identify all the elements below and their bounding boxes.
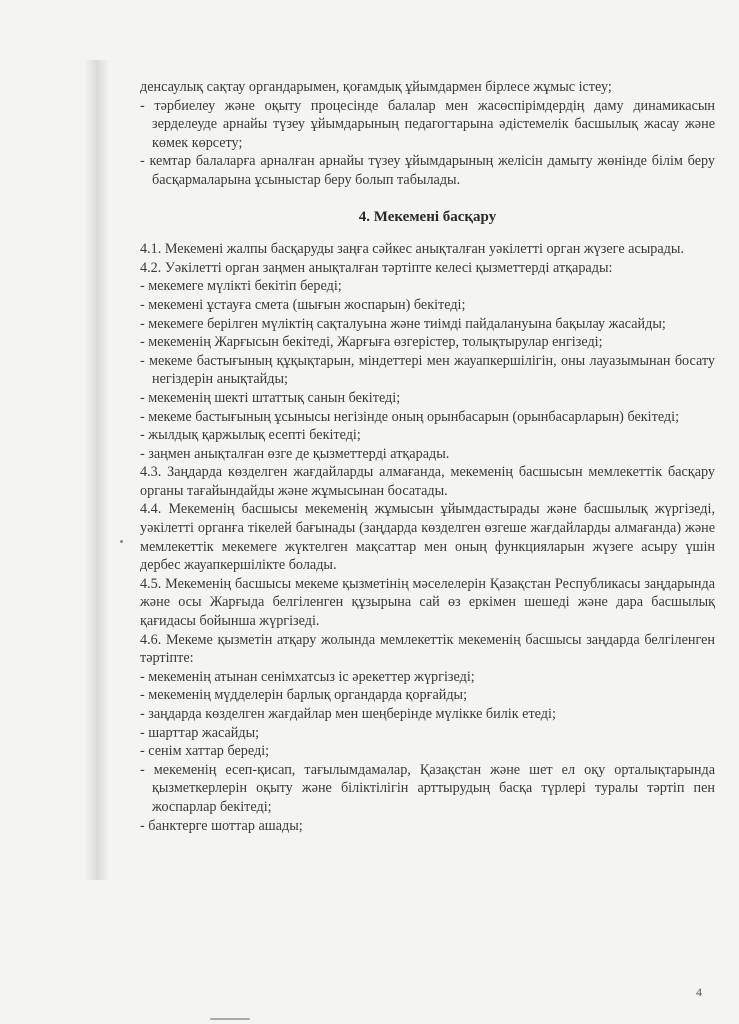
- intro-item-3: - кемтар балаларға арналған арнайы түзеу ұйымдарының желісін дамыту жөнінде білім беру басқармаларына ұсыныстар беру болып табылады.: [140, 153, 715, 188]
- list-item: - шарттар жасайды;: [140, 724, 260, 741]
- list-item: - заңдарда көзделген жағдайлар мен шеңберінде мүлікке билік етеді;: [140, 706, 556, 722]
- list-item: - мекеме бастығының ұсынысы негізінде оның орынбасарын (орынбасарларын) бекітеді;: [140, 408, 680, 425]
- clause-4-4: 4.4. Мекеменің басшысы мекеменің жұмысын ұйымдастырады және басшылық жүргізеді, уәкілетті органға тікелей бағынады (заңдарда көзделген өзгеше жағдайларды алмағанда) және мемлекеттік мекемеге жүктелген мақсаттар мен оның функцияларын жүзеге асыру үшін дербес жауапкершілікте болады.: [140, 501, 715, 574]
- list-item: - мекеменің Жарғысын бекітеді, Жарғыға өзгерістер, толықтырулар енгізеді;: [140, 334, 603, 351]
- list-item: - банктерге шоттар ашады;: [140, 817, 303, 834]
- list-item: - мекеменің мүдделерін барлық органдарда қорғайды;: [140, 687, 468, 704]
- list-item: - мекеменің есеп-қисап, тағылымдамалар, Қазақстан және шет ел оқу орталықтарында қызметкерлерін оқыту және біліктілігін арттырудың басқа түрлері туралы тәртіп пен жоспарлар бекітеді;: [140, 761, 715, 815]
- list-item: - мекемеге мүлікті бекітіп береді;: [140, 278, 342, 295]
- clause-4-6: 4.6. Мекеме қызметін атқару жолында мемлекеттік мекеменің басшысы заңдарда белгіленген тәртіпте:: [140, 631, 715, 667]
- scan-speck: [120, 540, 123, 543]
- clause-4-5: 4.5. Мекеменің басшысы мекеме қызметінің мәселелерін Қазақстан Республикасы заңдарында және осы Жарғыда белгіленген құзырына сай өз еркімен шешеді және дара басшылық қағидасы бойынша жүргізеді.: [140, 575, 715, 630]
- scan-shadow: [84, 60, 110, 880]
- page-number: 4: [696, 985, 702, 999]
- document-body: [140, 78, 715, 835]
- intro-line-1: денсаулық сақтау органдарымен, қоғамдық ұйымдармен бірлесе жұмыс істеу;: [140, 79, 612, 95]
- intro-item-2: - тәрбиелеу және оқыту процесінде балалар мен жасөспірімдердің даму динамикасын зерделеуде арнайы түзеу ұйымдарының педагогтарына әдістемелік басшылық жасау және көмек көрсету;: [140, 97, 715, 151]
- clause-4-3: 4.3. Заңдарда көзделген жағдайларды алмағанда, мекеменің басшысын мемлекеттік басқару органы тағайындайды және жұмысынан босатады.: [140, 464, 715, 499]
- list-item: - мекеменің атынан сенімхатсыз іс әрекеттер жүргізеді;: [140, 668, 475, 685]
- list-item: - мекеменің шекті штаттық санын бекітеді;: [140, 389, 401, 406]
- list-item: - мекемеге берілген мүліктің сақталуына және тиімді пайдалануына бақылау жасайды;: [140, 315, 666, 332]
- clause-4-1: 4.1. Мекемені жалпы басқаруды заңға сәйкес анықталған уәкілетті орган жүзеге асырады.: [140, 241, 684, 258]
- list-item: - мекемені ұстауға смета (шығын жоспарын) бекітеді;: [140, 296, 466, 313]
- list-item: - сенім хаттар береді;: [140, 743, 270, 760]
- list-item: - жылдық қаржылық есепті бекітеді;: [140, 427, 361, 444]
- section-heading: 4. Мекемені басқару: [358, 208, 497, 225]
- scan-speck: [210, 1018, 250, 1020]
- list-item: - заңмен анықталған өзге де қызметтерді атқарады.: [140, 445, 450, 462]
- list-item: - мекеме бастығының құқықтарын, міндеттері мен жауапкершілігін, оны лауазымынан босату негіздерін анықтайды;: [140, 352, 715, 388]
- clause-4-2: 4.2. Уәкілетті орган заңмен анықталған тәртіпте келесі қызметтерді атқарады:: [140, 259, 613, 276]
